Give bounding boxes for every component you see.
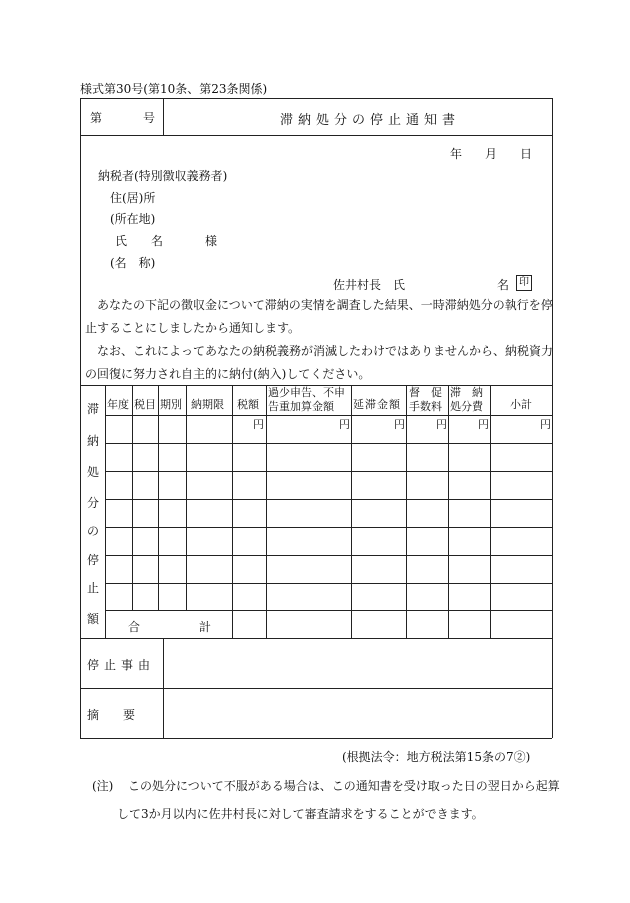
header-entai: 延滞金額 — [353, 398, 401, 411]
side-char: 滞 — [87, 402, 100, 416]
frame-left — [80, 98, 81, 738]
issuer-mei: 名 — [497, 278, 510, 292]
title-name-label: (名 称) — [110, 256, 156, 270]
date-year: 年 — [450, 147, 463, 161]
header-nokigen: 納期限 — [191, 398, 224, 411]
title-divider — [163, 98, 164, 135]
seal-stamp: 印 — [516, 275, 532, 291]
header-kibetsu: 期別 — [160, 398, 182, 411]
total-label-1: 合 — [128, 620, 141, 634]
table-row-line — [105, 471, 552, 472]
side-char: の — [87, 524, 100, 538]
header-zeimoku: 税目 — [134, 398, 156, 411]
yen-unit: 円 — [253, 418, 264, 431]
go-label: 号 — [143, 111, 156, 125]
name-label: 氏 名 — [115, 234, 164, 248]
table-row-line — [105, 610, 552, 611]
table-col-line — [351, 385, 352, 638]
yen-unit: 円 — [436, 418, 447, 431]
table-row-line — [105, 527, 552, 528]
body-line-2: 止することにしましたから通知します。 — [85, 321, 301, 335]
side-char: 分 — [87, 496, 100, 510]
header-nendo: 年度 — [107, 398, 129, 411]
body-line-3: なお、これによってあなたの納税義務が消滅したわけではありませんから、納税資力 — [97, 344, 554, 358]
date-day: 日 — [520, 147, 533, 161]
address-label: 住(居)所 — [110, 191, 156, 205]
table-col-line — [448, 385, 449, 638]
note-line-1: この処分について不服がある場合は、この通知書を受け取った日の翌日から起算 — [128, 779, 560, 793]
sama-label: 様 — [205, 234, 218, 248]
table-col-line — [406, 385, 407, 638]
side-char: 停 — [87, 553, 100, 567]
legal-basis: (根拠法令：地方税法第15条の7②) — [342, 750, 531, 764]
frame-title-bottom — [80, 135, 552, 136]
reason-label: 停止事由 — [87, 658, 156, 672]
note-line-2: して3か月以内に佐井村長に対して審査請求をすることができます。 — [117, 807, 484, 821]
total-label-2: 計 — [199, 620, 212, 634]
header-shokei: 小計 — [510, 398, 532, 411]
table-col-line — [232, 385, 233, 638]
side-char: 止 — [87, 581, 100, 595]
frame-bottom — [80, 738, 552, 739]
note-label: (注) — [92, 779, 114, 793]
table-col-line — [132, 385, 133, 610]
table-row-line — [105, 555, 552, 556]
date-month: 月 — [485, 147, 498, 161]
header-taino-2: 処分費 — [450, 400, 483, 413]
yen-unit: 円 — [540, 418, 551, 431]
form-number: 様式第30号(第10条、第23条関係) — [80, 82, 268, 96]
header-kashou-1: 過少申告、不申 — [268, 386, 345, 399]
no-label: 第 — [90, 111, 103, 125]
yen-unit: 円 — [478, 418, 489, 431]
table-row-line — [105, 583, 552, 584]
issuer-label: 佐井村長 氏 — [333, 278, 406, 292]
summary-label: 摘 要 — [87, 708, 136, 722]
yen-unit: 円 — [394, 418, 405, 431]
body-line-4: の回復に努力され自主的に納付(納入)してください。 — [85, 367, 371, 381]
table-col-line — [266, 385, 267, 638]
frame-table-bottom — [80, 638, 552, 639]
side-char: 処 — [87, 465, 100, 479]
table-col-line — [490, 385, 491, 638]
location-label: (所在地) — [110, 212, 156, 226]
document-title: 滞納処分の停止通知書 — [280, 113, 461, 128]
side-char: 納 — [87, 434, 100, 448]
reason-divider — [163, 638, 164, 738]
table-col-line — [105, 385, 106, 638]
taxpayer-label: 納税者(特別徴収義務者) — [98, 169, 228, 183]
body-line-1: あなたの下記の徴収金について滞納の実情を調査した結果、一時滞納処分の執行を停 — [97, 298, 553, 312]
header-tokusoku-2: 手数料 — [409, 400, 442, 413]
header-kashou-2: 告重加算金額 — [268, 400, 334, 413]
header-tokusoku-1: 督 促 — [409, 386, 442, 399]
table-row-line — [105, 443, 552, 444]
side-char: 額 — [87, 612, 100, 626]
yen-unit: 円 — [339, 418, 350, 431]
frame-reason-bottom — [80, 688, 552, 689]
table-col-line — [158, 385, 159, 610]
frame-top — [80, 98, 552, 99]
frame-right — [552, 98, 553, 738]
table-col-line — [186, 385, 187, 610]
table-row-line — [105, 499, 552, 500]
header-zeigaku: 税額 — [237, 398, 259, 411]
header-taino-1: 滞 納 — [450, 386, 483, 399]
